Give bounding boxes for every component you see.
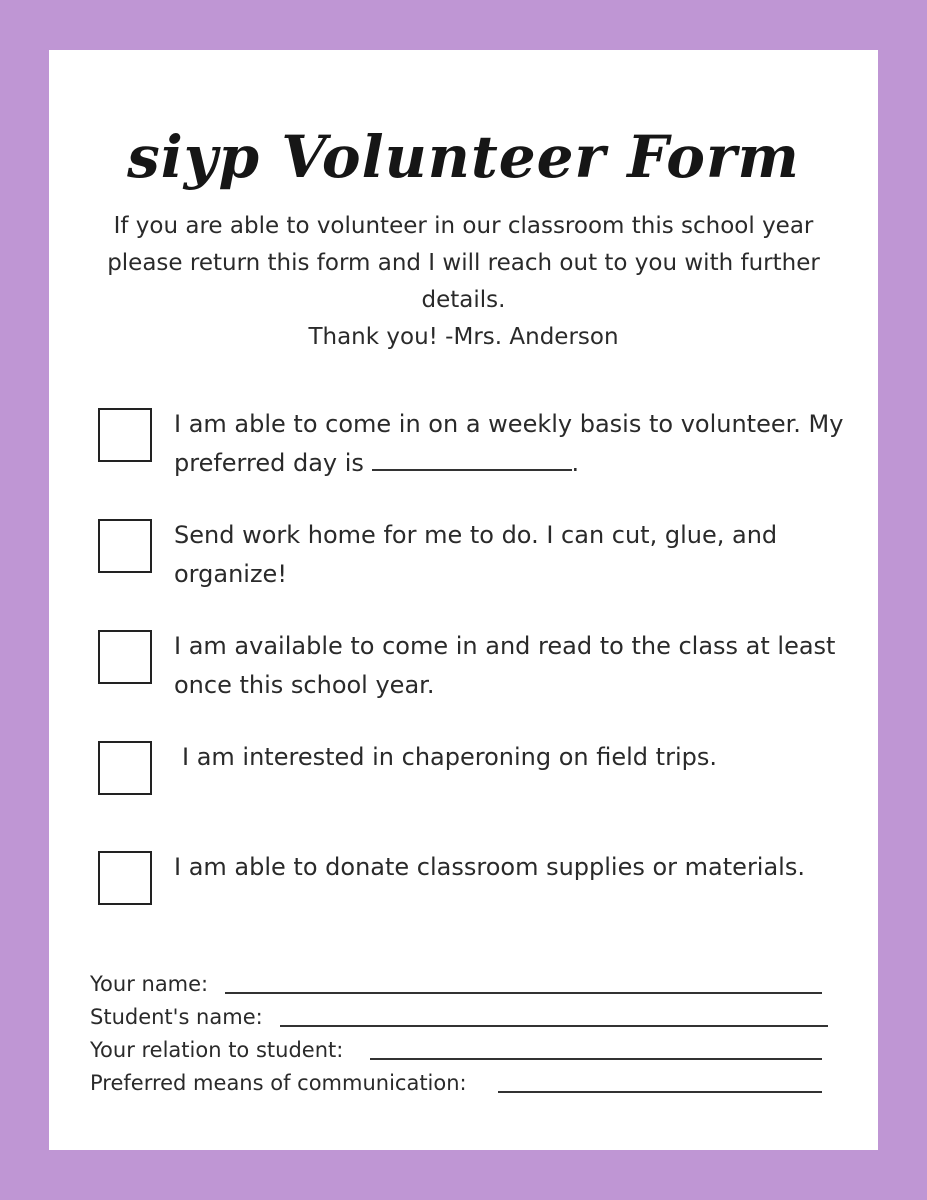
form-title: siyp Volunteer Form bbox=[127, 123, 800, 191]
checkbox-read-to-class[interactable] bbox=[98, 630, 152, 684]
field-communication-label: Preferred means of communication: bbox=[90, 1071, 467, 1095]
option-chaperone-text: I am interested in chaperoning on field trips. bbox=[182, 743, 717, 771]
field-communication bbox=[90, 1069, 830, 1097]
option-weekly-volunteer bbox=[98, 408, 858, 488]
option-weekly-volunteer-period: . bbox=[571, 449, 580, 477]
thanks-text: Thank you! -Mrs. Anderson bbox=[308, 324, 619, 350]
option-read-to-class bbox=[98, 630, 858, 710]
field-student-name bbox=[90, 1003, 830, 1031]
checkbox-chaperone[interactable] bbox=[98, 741, 152, 795]
field-relation bbox=[90, 1036, 830, 1064]
field-student-name-label: Student's name: bbox=[90, 1005, 263, 1029]
checkbox-work-home[interactable] bbox=[98, 519, 152, 573]
field-relation-line[interactable] bbox=[370, 1058, 822, 1060]
form-sheet bbox=[49, 50, 878, 1150]
field-student-name-line[interactable] bbox=[280, 1025, 828, 1027]
checkbox-weekly-volunteer[interactable] bbox=[98, 408, 152, 462]
option-weekly-volunteer-text bbox=[174, 405, 874, 483]
field-communication-line[interactable] bbox=[498, 1091, 822, 1093]
field-your-name-line[interactable] bbox=[225, 992, 822, 994]
checkbox-donate-supplies[interactable] bbox=[98, 851, 152, 905]
preferred-day-blank[interactable] bbox=[372, 449, 572, 471]
option-weekly-volunteer-label: I am able to come in on a weekly basis to volunteer. My preferred day is bbox=[174, 410, 844, 477]
option-read-to-class-text: I am available to come in and read to the class at least once this school year. bbox=[174, 632, 836, 699]
intro-text: If you are able to volunteer in our classroom this school year please return this form and I will reach out to you with further details. bbox=[107, 213, 820, 313]
option-chaperone bbox=[98, 741, 858, 821]
option-work-home-text: Send work home for me to do. I can cut, glue, and organize! bbox=[174, 521, 778, 588]
option-work-home bbox=[98, 519, 858, 599]
field-your-name-label: Your name: bbox=[90, 972, 209, 996]
option-donate-supplies-text: I am able to donate classroom supplies or materials. bbox=[174, 853, 805, 881]
field-relation-label: Your relation to student: bbox=[90, 1038, 344, 1062]
field-your-name bbox=[90, 970, 830, 998]
option-donate-supplies bbox=[98, 851, 858, 931]
